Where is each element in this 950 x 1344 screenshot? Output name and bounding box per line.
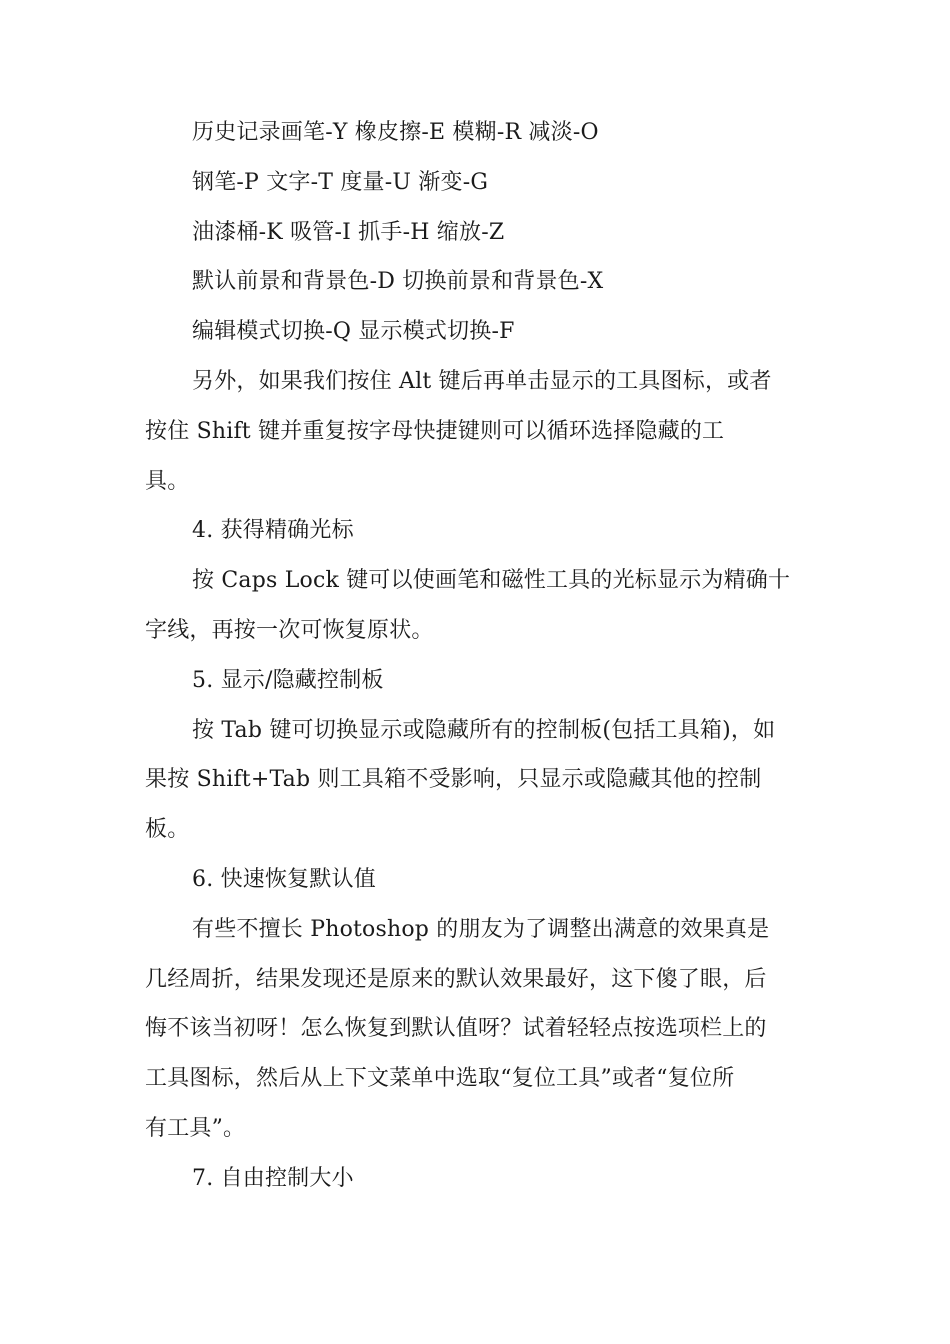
paragraph-line: 几经周折，结果发现还是原来的默认效果最好，这下傻了眼，后 bbox=[145, 966, 767, 992]
paragraph-line: 果按 Shift+Tab 则工具箱不受影响，只显示或隐藏其他的控制 bbox=[145, 767, 762, 793]
paragraph-line: 另外，如果我们按住 Alt 键后再单击显示的工具图标，或者 bbox=[192, 368, 772, 394]
text-line: 油漆桶-K 吸管-I 抓手-H 缩放-Z bbox=[192, 219, 505, 245]
paragraph-line: 有些不擅长 Photoshop 的朋友为了调整出满意的效果真是 bbox=[192, 916, 770, 942]
section-heading: 7. 自由控制大小 bbox=[192, 1165, 354, 1191]
text-line: 钢笔-P 文字-T 度量-U 渐变-G bbox=[192, 169, 489, 195]
section-heading: 6. 快速恢复默认值 bbox=[192, 866, 376, 892]
paragraph-line: 具。 bbox=[145, 468, 190, 494]
paragraph-line: 工具图标，然后从上下文菜单中选取“复位工具”或者“复位所 bbox=[145, 1066, 735, 1092]
paragraph-line: 有工具”。 bbox=[145, 1115, 246, 1141]
paragraph-line: 按 Caps Lock 键可以使画笔和磁性工具的光标显示为精确十 bbox=[192, 568, 791, 594]
text-line: 默认前景和背景色-D 切换前景和背景色-X bbox=[192, 269, 604, 295]
paragraph-line: 悔不该当初呀！怎么恢复到默认值呀？试着轻轻点按选项栏上的 bbox=[145, 1016, 767, 1042]
text-line: 历史记录画笔-Y 橡皮擦-E 模糊-R 减淡-O bbox=[192, 120, 599, 145]
paragraph-line: 按住 Shift 键并重复按字母快捷键则可以循环选择隐藏的工 bbox=[145, 418, 725, 444]
document-body bbox=[145, 108, 810, 1204]
paragraph-line: 板。 bbox=[145, 817, 190, 843]
section-heading: 4. 获得精确光标 bbox=[192, 518, 354, 544]
paragraph-line: 字线，再按一次可恢复原状。 bbox=[145, 617, 434, 643]
text-line: 编辑模式切换-Q 显示模式切换-F bbox=[192, 319, 515, 345]
section-heading: 5. 显示/隐藏控制板 bbox=[192, 667, 384, 693]
paragraph-line: 按 Tab 键可切换显示或隐藏所有的控制板(包括工具箱)，如 bbox=[192, 717, 776, 743]
